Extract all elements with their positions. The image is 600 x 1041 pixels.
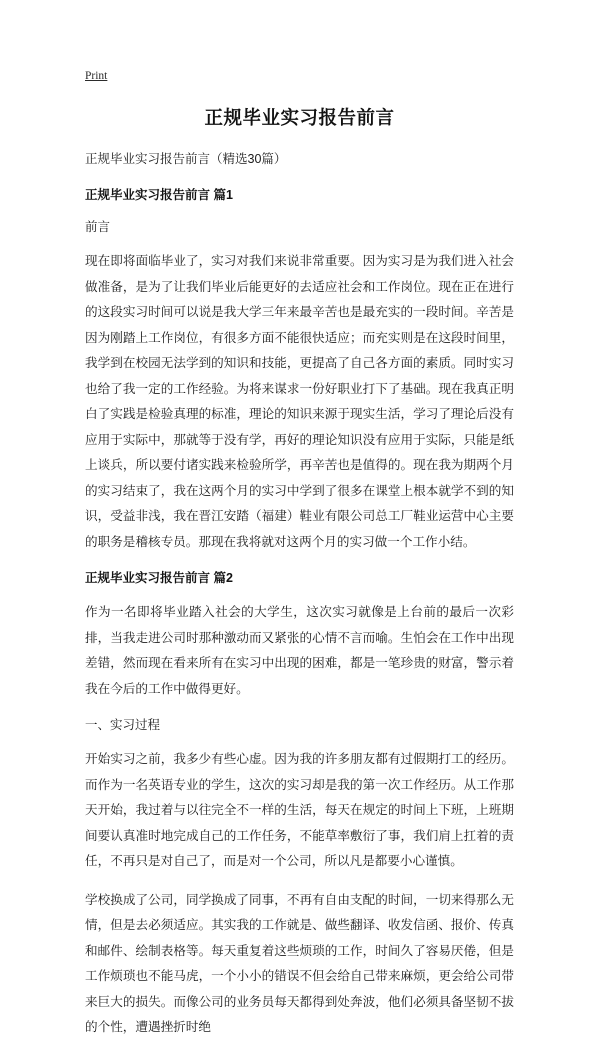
- print-link[interactable]: Print: [85, 70, 108, 82]
- section-1-paragraph-1: 现在即将面临毕业了，实习对我们来说非常重要。因为实习是为我们进入社会做准备，是为了让我们毕业后能更好的去适应社会和工作岗位。现在正在进行的这段实习时间可以说是我大学三年来最辛苦也是最充实的一段时间。辛苦是因为刚踏上工作岗位，有很多方面不能很快适应；而充实则是在这段时间里，我学到在校园无法学到的知识和技能，更提高了自己各方面的素质。同时实习也给了我一定的工作经验。为将来谋求一份好职业打下了基础。现在我真正明白了实践是检验真理的标准，理论的知识来源于现实生活，学习了理论后没有应用于实际中，那就等于没有学，再好的理论知识没有应用于实际，只能是纸上谈兵，所以要付诸实践来检验所学，再辛苦也是值得的。现在我为期两个月的实习结束了，我在这两个月的实习中学到了很多在课堂上根本就学不到的知识，受益非浅，我在晋江安踏（福建）鞋业有限公司总工厂鞋业运营中心主要的职务是稽核专员。那现在我将就对这两个月的实习做一个工作小结。: [85, 254, 514, 549]
- section-2-paragraph-1: 作为一名即将毕业踏入社会的大学生，这次实习就像是上台前的最后一次彩排，当我走进公司时那种激动而又紧张的心情不言而喻。生怕会在工作中出现差错，然而现在看来所有在实习中出现的困难，都是一笔珍贵的财富，警示着我在今后的工作中做得更好。: [85, 605, 514, 696]
- section-2-subheading: 一、实习过程: [85, 718, 161, 732]
- section-1-subheading: 前言: [85, 220, 111, 234]
- section-2-paragraph-3: 学校换成了公司，同学换成了同事，不再有自由支配的时间，一切来得那么无情，但是去必须适应。其实我的工作就是、做些翻译、收发信函、报价、传真和邮件、绘制表格等。每天重复着这些烦琐的工作，时间久了容易厌倦，但是工作烦琐也不能马虎，一个小小的错误不但会给自己带来麻烦，更会给公司带来巨大的损失。而像公司的业务员每天都得到处奔波，他们必须具备坚韧不拔的个性，遭遇挫折时绝: [85, 892, 514, 1034]
- page-title: 正规毕业实习报告前言: [204, 107, 395, 128]
- document-subtitle: 正规毕业实习报告前言（精选30篇）: [85, 152, 287, 166]
- section-heading-2: 正规毕业实习报告前言 篇2: [85, 571, 233, 585]
- section-2-paragraph-2: 开始实习之前，我多少有些心虚。因为我的许多朋友都有过假期打工的经历。而作为一名英语专业的学生，这次的实习却是我的第一次工作经历。从工作那天开始，我过着与以往完全不一样的生活，每天在规定的时间上下班，上班期间要认真准时地完成自己的工作任务，不能草率敷衍了事，我们肩上扛着的责任，不再只是对自己了，而是对一个公司，所以凡是都要小心谨慎。: [85, 752, 514, 868]
- section-heading-1: 正规毕业实习报告前言 篇1: [85, 188, 233, 202]
